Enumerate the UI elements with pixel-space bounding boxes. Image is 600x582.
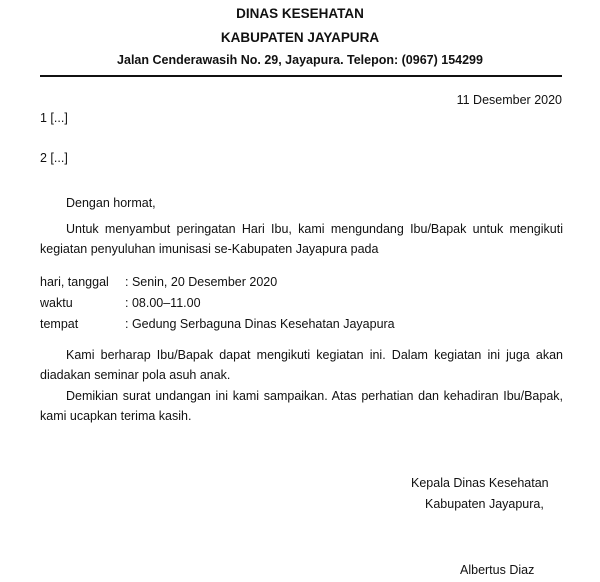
regency-name: KABUPATEN JAYAPURA — [220, 30, 380, 45]
signature-title-line2: Kabupaten Jayapura, — [425, 497, 544, 511]
placeholder-1: 1 [...] — [40, 111, 68, 125]
hope-paragraph: Kami berharap Ibu/Bapak dapat mengikuti kegiatan ini. Dalam kegiatan ini juga akan diadakan seminar pola asuh anak. — [40, 348, 563, 382]
detail-label-place: tempat — [40, 317, 79, 331]
signature-title-line1: Kepala Dinas Kesehatan — [411, 476, 549, 490]
detail-label-date: hari, tanggal — [40, 275, 109, 289]
detail-value-place: : Gedung Serbaguna Dinas Kesehatan Jayapura — [125, 317, 395, 331]
letter-date: 11 Desember 2020 — [456, 93, 562, 107]
detail-value-date: : Senin, 20 Desember 2020 — [125, 275, 278, 289]
agency-name: DINAS KESEHATAN — [236, 6, 364, 21]
detail-value-time: : 08.00–11.00 — [125, 296, 201, 310]
closing-paragraph: Demikian surat undangan ini kami sampaikan. Atas perhatian dan kehadiran Ibu/Bapak, kami ucapkan terima kasih. — [40, 389, 563, 423]
signatory-name: Albertus Diaz — [460, 563, 535, 577]
detail-label-time: waktu — [40, 296, 73, 310]
salutation: Dengan hormat, — [66, 196, 156, 210]
intro-paragraph: Untuk menyambut peringatan Hari Ibu, kami mengundang Ibu/Bapak untuk mengikuti kegiatan penyuluhan imunisasi se-Kabupaten Jayapura pada — [40, 222, 563, 256]
agency-address: Jalan Cenderawasih No. 29, Jayapura. Telepon: (0967) 154299 — [117, 53, 483, 67]
placeholder-2: 2 [...] — [40, 151, 68, 165]
header-divider — [40, 75, 562, 77]
